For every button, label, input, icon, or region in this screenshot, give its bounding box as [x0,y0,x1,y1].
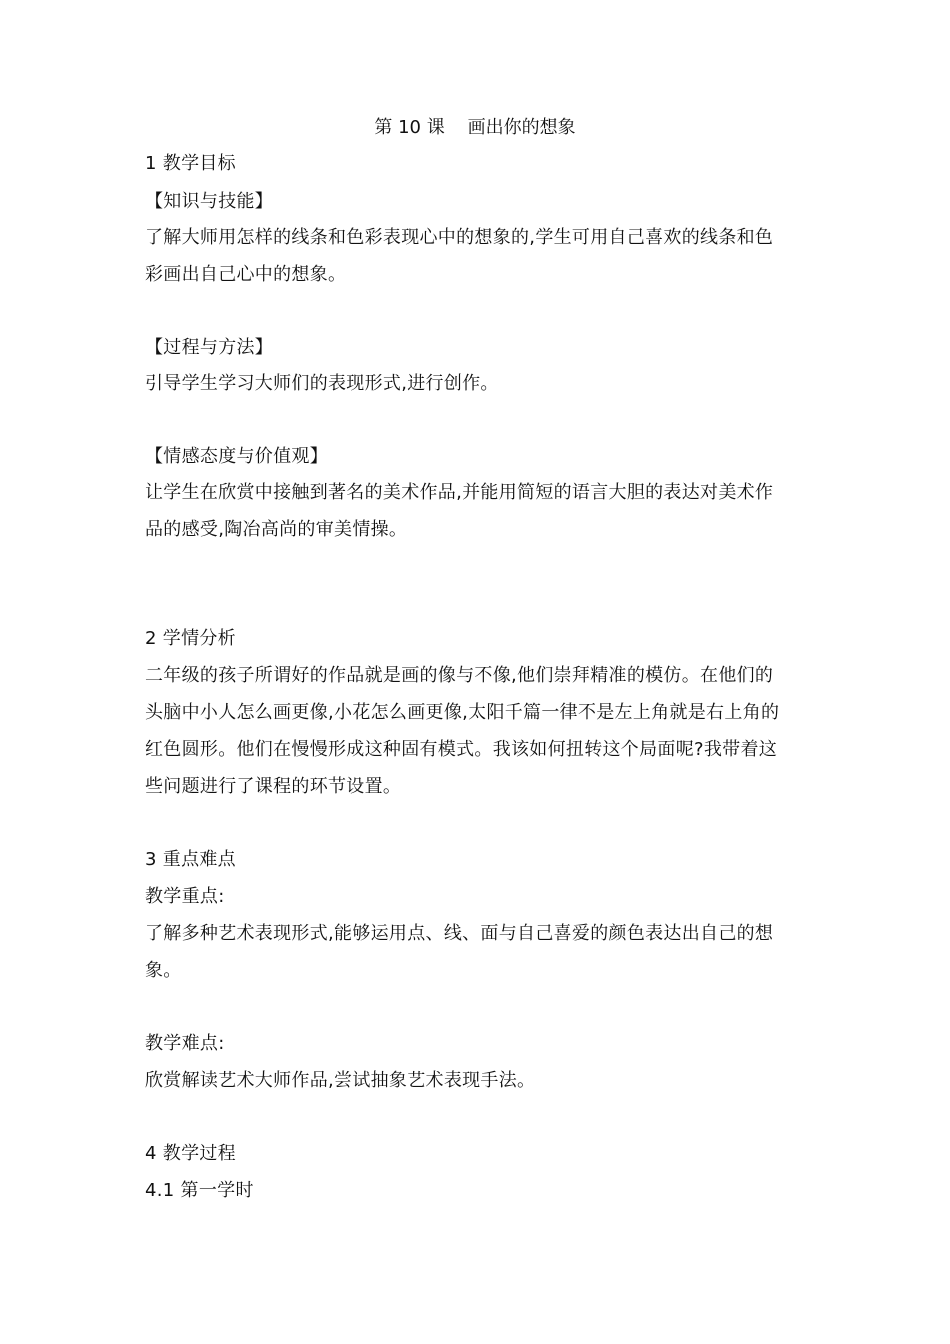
paragraph-line: 彩画出自己心中的想象。 [145,264,347,285]
paragraph-line: 欣赏解读艺术大师作品,尝试抽象艺术表现手法。 [145,1070,536,1091]
subsection-heading: 4.1 第一学时 [145,1180,254,1201]
lesson-title: 第 10 课 画出你的想象 [374,117,576,138]
paragraph-line: 些问题进行了课程的环节设置。 [145,776,402,797]
paragraph-line: 象。 [145,960,182,981]
section-heading-process: 4 教学过程 [145,1143,236,1164]
subheading-emotion: 【情感态度与价值观】 [145,446,328,467]
paragraph-line: 品的感受,陶冶高尚的审美情操。 [145,519,408,540]
difficulty-label: 教学难点: [145,1033,225,1054]
paragraph-line: 让学生在欣赏中接触到著名的美术作品,并能用简短的语言大胆的表达对美术作 [145,482,774,503]
paragraph-line: 引导学生学习大师们的表现形式,进行创作。 [145,373,499,394]
subheading-knowledge: 【知识与技能】 [145,191,274,212]
section-heading-analysis: 2 学情分析 [145,628,236,649]
paragraph-line: 了解大师用怎样的线条和色彩表现心中的想象的,学生可用自己喜欢的线条和色 [145,227,774,248]
paragraph-line: 了解多种艺术表现形式,能够运用点、线、面与自己喜爱的颜色表达出自己的想 [145,923,774,944]
subheading-process: 【过程与方法】 [145,337,274,358]
paragraph-line: 头脑中小人怎么画更像,小花怎么画更像,太阳千篇一律不是左上角就是右上角的 [145,702,780,723]
section-heading-key-points: 3 重点难点 [145,849,236,870]
paragraph-line: 红色圆形。他们在慢慢形成这种固有模式。我该如何扭转这个局面呢?我带着这 [145,739,778,760]
key-points-label: 教学重点: [145,886,225,907]
section-heading-objectives: 1 教学目标 [145,153,236,174]
paragraph-line: 二年级的孩子所谓好的作品就是画的像与不像,他们崇拜精准的模仿。在他们的 [145,665,774,686]
